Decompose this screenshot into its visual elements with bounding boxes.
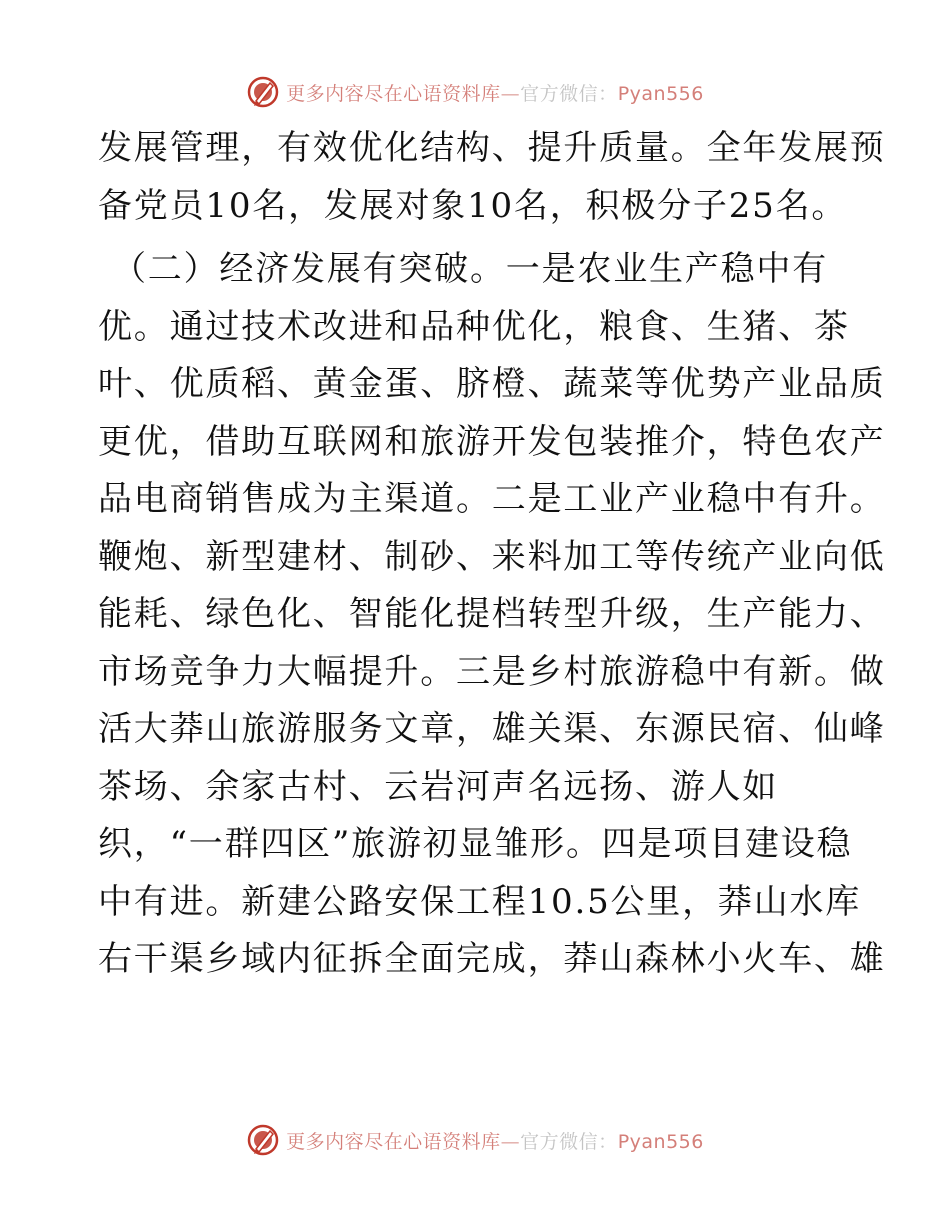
watermark-site-text: 更多内容尽在心语资料库 (286, 1130, 501, 1153)
watermark-separator: — (500, 82, 521, 105)
section-heading-line: （二）经济发展有突破。一是农业生产稳中有 (112, 249, 828, 289)
text-line: 织，“一群四区”旅游初显雏形。四是项目建设稳 (98, 824, 853, 864)
text-line: 品电商销售成为主渠道。二是工业产业稳中有升。 (98, 479, 886, 519)
pen-logo-icon (246, 1123, 280, 1157)
watermark-separator: — (500, 1130, 521, 1153)
document-body (98, 120, 886, 989)
watermark-text (286, 79, 704, 106)
text-line: 中有进。新建公路安保工程10.5公里，莽山水库 (98, 881, 862, 922)
watermark-wechat-id: Pyan556 (617, 82, 704, 105)
text-line: 叶、优质稻、黄金蛋、脐橙、蔬菜等优势产业品质 (98, 364, 886, 404)
text-line: 右干渠乡域内征拆全面完成，莽山森林小火车、雄 (98, 939, 886, 979)
watermark-site-text: 更多内容尽在心语资料库 (286, 82, 501, 105)
text-line: 发展管理，有效优化结构、提升质量。全年发展预 (98, 128, 886, 168)
watermark-text (286, 1127, 704, 1154)
watermark-wechat-label: 官方微信： (520, 1130, 618, 1153)
watermark-wechat-id: Pyan556 (617, 1130, 704, 1153)
text-line: 茶场、余家古村、云岩河声名远扬、游人如 (98, 766, 779, 807)
text-line: 优。通过技术改进和品种优化，粮食、生猪、茶 (98, 306, 850, 347)
header-watermark (0, 72, 950, 112)
text-line: 更优，借助互联网和旅游开发包装推介，特色农产 (98, 421, 886, 462)
text-line: 鞭炮、新型建材、制砂、来料加工等传统产业向低 (98, 536, 886, 577)
text-line: 活大莽山旅游服务文章，雄关渠、东源民宿、仙峰 (98, 709, 886, 749)
watermark-wechat-label: 官方微信： (520, 82, 618, 105)
pen-logo-icon (246, 75, 280, 109)
footer-watermark (0, 1120, 950, 1160)
text-line: 备党员10名，发展对象10名，积极分子25名。 (98, 185, 848, 226)
text-line: 市场竞争力大幅提升。三是乡村旅游稳中有新。做 (98, 651, 886, 692)
text-line: 能耗、绿色化、智能化提档转型升级，生产能力、 (98, 594, 886, 634)
